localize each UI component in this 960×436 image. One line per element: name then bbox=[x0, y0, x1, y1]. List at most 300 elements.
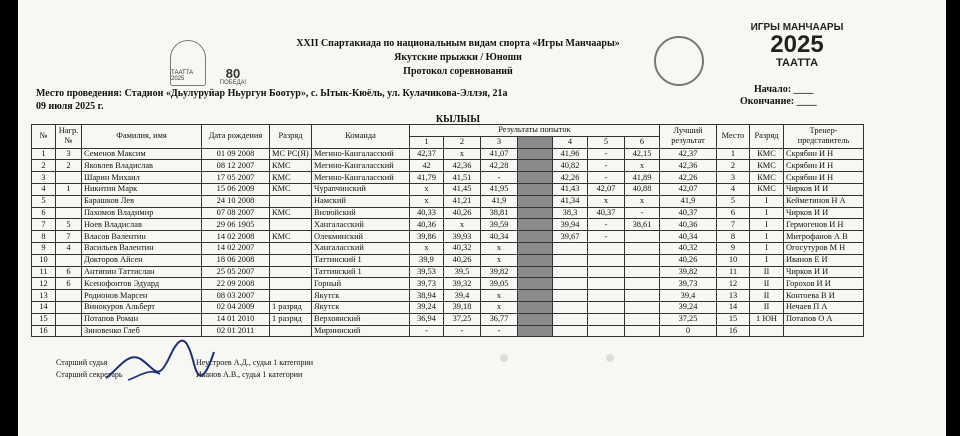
row-team: Намский bbox=[312, 195, 410, 207]
row-separator bbox=[518, 172, 553, 184]
row-rank: 1 разряд bbox=[270, 301, 312, 313]
row-name: Яковлев Владислав bbox=[82, 160, 202, 172]
row-place: 15 bbox=[717, 313, 750, 325]
row-no: 13 bbox=[32, 290, 56, 302]
row-attempt-3: 40,34 bbox=[481, 231, 518, 243]
row-bib: 6 bbox=[56, 278, 82, 290]
row-best: 40,37 bbox=[660, 207, 717, 219]
row-rank bbox=[270, 325, 312, 337]
row-name: Никитин Марк bbox=[82, 183, 202, 195]
start-value: ____ bbox=[793, 84, 814, 95]
row-no: 1 bbox=[32, 148, 56, 160]
row-best: 40,34 bbox=[660, 231, 717, 243]
games-manchaary-logo bbox=[742, 20, 852, 82]
row-dob: 29 06 1905 bbox=[202, 219, 270, 231]
row-attempt-4 bbox=[553, 266, 588, 278]
row-attempt-1: x bbox=[410, 183, 444, 195]
header-name: Фамилия, имя bbox=[82, 125, 202, 149]
header-rank: Разряд bbox=[270, 125, 312, 149]
row-place: 5 bbox=[717, 195, 750, 207]
table-row bbox=[32, 219, 864, 231]
protocol-label: Протокол соревнований bbox=[403, 66, 513, 77]
row-attempt-1: 40,33 bbox=[410, 207, 444, 219]
row-bib bbox=[56, 290, 82, 302]
row-name: Докторов Айсен bbox=[82, 254, 202, 266]
attempt-separator bbox=[518, 136, 553, 148]
row-dob: 18 06 2008 bbox=[202, 254, 270, 266]
row-rank bbox=[270, 219, 312, 231]
row-name: Васильев Валентин bbox=[82, 242, 202, 254]
row-team: Мегино-Кангаласский bbox=[312, 148, 410, 160]
row-best: 42,07 bbox=[660, 183, 717, 195]
row-attempt-6 bbox=[625, 290, 660, 302]
row-rank2: КМС bbox=[750, 172, 784, 184]
row-dob: 14 02 2008 bbox=[202, 231, 270, 243]
header-attempts: Результаты попыток bbox=[410, 125, 660, 137]
row-attempt-5 bbox=[588, 242, 625, 254]
row-no: 4 bbox=[32, 183, 56, 195]
row-attempt-3: 42,28 bbox=[481, 160, 518, 172]
row-name: Барашков Лев bbox=[82, 195, 202, 207]
row-rank bbox=[270, 290, 312, 302]
row-dob: 14 02 2007 bbox=[202, 242, 270, 254]
row-attempt-5: - bbox=[588, 148, 625, 160]
table-row bbox=[32, 242, 864, 254]
row-coach: Потапов О А bbox=[784, 313, 864, 325]
table-row bbox=[32, 183, 864, 195]
row-attempt-2: 37,25 bbox=[444, 313, 481, 325]
row-bib: 2 bbox=[56, 160, 82, 172]
table-row bbox=[32, 172, 864, 184]
row-attempt-6: x bbox=[625, 160, 660, 172]
row-best: 42,26 bbox=[660, 172, 717, 184]
row-dob: 02 04 2009 bbox=[202, 301, 270, 313]
row-rank bbox=[270, 254, 312, 266]
header-bib: Нагр. № bbox=[56, 125, 82, 149]
row-team: Горный bbox=[312, 278, 410, 290]
row-dob: 24 10 2008 bbox=[202, 195, 270, 207]
table-row bbox=[32, 313, 864, 325]
row-attempt-3: x bbox=[481, 242, 518, 254]
row-attempt-2: 41,45 bbox=[444, 183, 481, 195]
row-team: Таттинский 1 bbox=[312, 266, 410, 278]
row-rank2: КМС bbox=[750, 148, 784, 160]
row-coach: Митрофанов А В bbox=[784, 231, 864, 243]
row-attempt-2: 41,51 bbox=[444, 172, 481, 184]
header-coach: Тренер-представитель bbox=[784, 125, 864, 149]
end-time bbox=[740, 96, 817, 107]
row-coach: Огосутуров М Н bbox=[784, 242, 864, 254]
row-attempt-3: 41,07 bbox=[481, 148, 518, 160]
row-attempt-2: x bbox=[444, 219, 481, 231]
row-name: Родионов Марсен bbox=[82, 290, 202, 302]
row-name: Семенов Максим bbox=[82, 148, 202, 160]
row-dob: 17 05 2007 bbox=[202, 172, 270, 184]
row-attempt-1: 39,9 bbox=[410, 254, 444, 266]
chief-secretary-name: Иванов А.В., судья 1 категории bbox=[196, 370, 303, 379]
row-attempt-1: 40,36 bbox=[410, 219, 444, 231]
row-attempt-3: 41,95 bbox=[481, 183, 518, 195]
row-bib bbox=[56, 195, 82, 207]
victory-logo-number: 80 bbox=[225, 66, 241, 81]
row-attempt-2: 39,4 bbox=[444, 290, 481, 302]
table-row bbox=[32, 278, 864, 290]
row-attempt-3: 39,59 bbox=[481, 219, 518, 231]
row-rank2: II bbox=[750, 290, 784, 302]
document-title: XXII Спартакиада по национальным видам спорта «Игры Манчаары» bbox=[296, 38, 620, 49]
row-team: Чурапчинский bbox=[312, 183, 410, 195]
row-dob: 02 01 2011 bbox=[202, 325, 270, 337]
row-best: 0 bbox=[660, 325, 717, 337]
row-attempt-5: x bbox=[588, 195, 625, 207]
venue: Место проведения: Стадион «Дьулуруйар Ньургун Боотур», с. Ытык-Кюёль, ул. Кулачикова-Эллэя, 21а bbox=[36, 88, 508, 99]
row-team: Мегино-Кангаласский bbox=[312, 160, 410, 172]
row-bib bbox=[56, 325, 82, 337]
row-attempt-1: x bbox=[410, 242, 444, 254]
protocol-sheet bbox=[18, 0, 946, 436]
chief-judge-label: Старший судья bbox=[56, 358, 108, 367]
row-rank2: I bbox=[750, 219, 784, 231]
row-best: 39,24 bbox=[660, 301, 717, 313]
row-name: Власов Валентин bbox=[82, 231, 202, 243]
row-separator bbox=[518, 183, 553, 195]
row-rank: КМС bbox=[270, 183, 312, 195]
row-attempt-6 bbox=[625, 231, 660, 243]
chief-judge-name: Неустроев А.Д., судья 1 категории bbox=[196, 358, 314, 367]
event-date: 09 июля 2025 г. bbox=[36, 101, 104, 112]
row-bib: 1 bbox=[56, 183, 82, 195]
header-attempt-1: 1 bbox=[410, 136, 444, 148]
row-rank2: II bbox=[750, 301, 784, 313]
row-team: Таттинский 1 bbox=[312, 254, 410, 266]
row-attempt-2: 41,21 bbox=[444, 195, 481, 207]
row-attempt-4: 39,94 bbox=[553, 219, 588, 231]
row-bib: 3 bbox=[56, 148, 82, 160]
chief-secretary-label: Старший секретарь bbox=[56, 370, 123, 379]
row-coach: Нечаев П А bbox=[784, 301, 864, 313]
row-best: 37,25 bbox=[660, 313, 717, 325]
row-rank2: II bbox=[750, 266, 784, 278]
table-row bbox=[32, 290, 864, 302]
table-row bbox=[32, 254, 864, 266]
header-dob: Дата рождения bbox=[202, 125, 270, 149]
row-attempt-5: - bbox=[588, 231, 625, 243]
event-title: КЫЛЫЫ bbox=[435, 114, 481, 125]
row-separator bbox=[518, 325, 553, 337]
row-place: 4 bbox=[717, 183, 750, 195]
row-place: 6 bbox=[717, 207, 750, 219]
row-attempt-6 bbox=[625, 278, 660, 290]
row-attempt-6: - bbox=[625, 207, 660, 219]
table-row bbox=[32, 231, 864, 243]
row-attempt-4: 40,82 bbox=[553, 160, 588, 172]
row-attempt-2: 40,26 bbox=[444, 254, 481, 266]
row-dob: 14 01 2010 bbox=[202, 313, 270, 325]
row-bib: 5 bbox=[56, 219, 82, 231]
row-separator bbox=[518, 148, 553, 160]
row-attempt-6: x bbox=[625, 195, 660, 207]
row-dob: 08 12 2007 bbox=[202, 160, 270, 172]
row-attempt-2: 40,32 bbox=[444, 242, 481, 254]
row-place: 10 bbox=[717, 254, 750, 266]
federation-seal-logo bbox=[654, 36, 704, 86]
row-attempt-4 bbox=[553, 290, 588, 302]
row-attempt-1: 39,86 bbox=[410, 231, 444, 243]
row-coach: Чирков И И bbox=[784, 266, 864, 278]
row-no: 14 bbox=[32, 301, 56, 313]
row-attempt-3: 38,81 bbox=[481, 207, 518, 219]
row-separator bbox=[518, 242, 553, 254]
row-attempt-2: 42,36 bbox=[444, 160, 481, 172]
row-best: 39,4 bbox=[660, 290, 717, 302]
row-place: 7 bbox=[717, 219, 750, 231]
row-place: 14 bbox=[717, 301, 750, 313]
row-attempt-3: x bbox=[481, 254, 518, 266]
row-bib bbox=[56, 301, 82, 313]
row-attempt-2: 39,5 bbox=[444, 266, 481, 278]
row-no: 15 bbox=[32, 313, 56, 325]
row-place: 3 bbox=[717, 172, 750, 184]
punch-hole bbox=[500, 354, 508, 362]
row-attempt-3: 39,82 bbox=[481, 266, 518, 278]
header-attempt-5: 5 bbox=[588, 136, 625, 148]
row-separator bbox=[518, 207, 553, 219]
row-attempt-5: - bbox=[588, 219, 625, 231]
row-rank2: I bbox=[750, 207, 784, 219]
row-separator bbox=[518, 160, 553, 172]
row-rank2: I bbox=[750, 195, 784, 207]
row-rank bbox=[270, 266, 312, 278]
row-place: 8 bbox=[717, 231, 750, 243]
row-attempt-2: x bbox=[444, 148, 481, 160]
row-attempt-2: 39,32 bbox=[444, 278, 481, 290]
header-team: Команда bbox=[312, 125, 410, 149]
row-coach: Горохов И И bbox=[784, 278, 864, 290]
row-best: 40,36 bbox=[660, 219, 717, 231]
row-name: Зиновенко Глеб bbox=[82, 325, 202, 337]
row-coach: Гермогенов И Н bbox=[784, 219, 864, 231]
row-attempt-4 bbox=[553, 325, 588, 337]
row-rank: КМС bbox=[270, 172, 312, 184]
row-attempt-1: - bbox=[410, 325, 444, 337]
row-coach: Контоева В И bbox=[784, 290, 864, 302]
row-best: 42,36 bbox=[660, 160, 717, 172]
row-best: 40,32 bbox=[660, 242, 717, 254]
row-coach: Скрябин И Н bbox=[784, 148, 864, 160]
row-name: Антипин Таттислан bbox=[82, 266, 202, 278]
punch-hole bbox=[606, 354, 614, 362]
row-attempt-1: 39,53 bbox=[410, 266, 444, 278]
row-team: Олекминский bbox=[312, 231, 410, 243]
table-row bbox=[32, 148, 864, 160]
table-row bbox=[32, 301, 864, 313]
row-name: Винокуров Альберт bbox=[82, 301, 202, 313]
row-attempt-1: 36,94 bbox=[410, 313, 444, 325]
row-attempt-6: 42,15 bbox=[625, 148, 660, 160]
row-attempt-4: 41,96 bbox=[553, 148, 588, 160]
row-name: Потапов Роман bbox=[82, 313, 202, 325]
victory-80-logo bbox=[216, 42, 250, 86]
row-attempt-1: 39,24 bbox=[410, 301, 444, 313]
row-attempt-2: - bbox=[444, 325, 481, 337]
row-attempt-5 bbox=[588, 254, 625, 266]
row-coach bbox=[784, 325, 864, 337]
results-table bbox=[31, 124, 864, 337]
row-attempt-2: 40,26 bbox=[444, 207, 481, 219]
row-attempt-5: 40,37 bbox=[588, 207, 625, 219]
row-attempt-6 bbox=[625, 254, 660, 266]
header-attempt-3: 3 bbox=[481, 136, 518, 148]
row-rank: КМС bbox=[270, 160, 312, 172]
end-value: ____ bbox=[796, 96, 817, 107]
row-attempt-4: 38,3 bbox=[553, 207, 588, 219]
row-attempt-6 bbox=[625, 301, 660, 313]
row-team: Вилюйский bbox=[312, 207, 410, 219]
end-label: Окончание: bbox=[740, 96, 795, 107]
row-rank2: I bbox=[750, 254, 784, 266]
row-bib bbox=[56, 254, 82, 266]
row-no: 2 bbox=[32, 160, 56, 172]
row-separator bbox=[518, 231, 553, 243]
row-separator bbox=[518, 301, 553, 313]
row-attempt-5 bbox=[588, 266, 625, 278]
row-dob: 01 09 2008 bbox=[202, 148, 270, 160]
row-rank: КМС bbox=[270, 231, 312, 243]
row-bib: 7 bbox=[56, 231, 82, 243]
row-attempt-6 bbox=[625, 325, 660, 337]
row-attempt-5 bbox=[588, 325, 625, 337]
row-no: 9 bbox=[32, 242, 56, 254]
row-attempt-1: 42,37 bbox=[410, 148, 444, 160]
row-attempt-3: 41,9 bbox=[481, 195, 518, 207]
row-coach: Скрябин И Н bbox=[784, 160, 864, 172]
row-team: Мегино-Кангаласский bbox=[312, 172, 410, 184]
row-no: 7 bbox=[32, 219, 56, 231]
row-attempt-6 bbox=[625, 242, 660, 254]
games-logo-line3: ТААТТА bbox=[775, 57, 819, 69]
row-no: 16 bbox=[32, 325, 56, 337]
spartakiad-logo-text: ТААТТА 2025 bbox=[171, 70, 194, 82]
header-attempt-4: 4 bbox=[553, 136, 588, 148]
row-name: Шарин Михаил bbox=[82, 172, 202, 184]
row-attempt-5: 42,07 bbox=[588, 183, 625, 195]
row-place: 12 bbox=[717, 278, 750, 290]
row-attempt-3: 39,05 bbox=[481, 278, 518, 290]
row-rank2: 1 ЮН bbox=[750, 313, 784, 325]
row-separator bbox=[518, 254, 553, 266]
row-dob: 25 05 2007 bbox=[202, 266, 270, 278]
games-logo-line1: ИГРЫ МАНЧААРЫ bbox=[750, 22, 844, 33]
row-attempt-4 bbox=[553, 301, 588, 313]
row-dob: 08 03 2007 bbox=[202, 290, 270, 302]
row-attempt-2: 39,18 bbox=[444, 301, 481, 313]
table-row bbox=[32, 266, 864, 278]
row-place: 2 bbox=[717, 160, 750, 172]
row-team: Якутск bbox=[312, 290, 410, 302]
header-rank2: Разряд bbox=[750, 125, 784, 149]
row-bib bbox=[56, 313, 82, 325]
row-team: Якутск bbox=[312, 301, 410, 313]
row-attempt-4: 41,34 bbox=[553, 195, 588, 207]
row-separator bbox=[518, 290, 553, 302]
results-body bbox=[32, 148, 864, 337]
row-team: Мирнинский bbox=[312, 325, 410, 337]
row-place: 16 bbox=[717, 325, 750, 337]
row-rank: КМС bbox=[270, 207, 312, 219]
row-best: 42,37 bbox=[660, 148, 717, 160]
row-separator bbox=[518, 266, 553, 278]
row-rank: МС РС(Я) bbox=[270, 148, 312, 160]
row-attempt-6: 38,61 bbox=[625, 219, 660, 231]
row-rank bbox=[270, 195, 312, 207]
row-attempt-3: 36,77 bbox=[481, 313, 518, 325]
row-attempt-6: 41,89 bbox=[625, 172, 660, 184]
victory-logo-text: ПОБЕДА! bbox=[219, 80, 247, 86]
row-attempt-5 bbox=[588, 301, 625, 313]
row-name: Пахомов Владимир bbox=[82, 207, 202, 219]
handwritten-signature bbox=[98, 330, 218, 390]
row-no: 3 bbox=[32, 172, 56, 184]
row-rank2: II bbox=[750, 278, 784, 290]
row-bib bbox=[56, 207, 82, 219]
row-best: 40,26 bbox=[660, 254, 717, 266]
row-attempt-3: x bbox=[481, 290, 518, 302]
row-best: 39,82 bbox=[660, 266, 717, 278]
row-attempt-1: 41,79 bbox=[410, 172, 444, 184]
row-dob: 15 06 2009 bbox=[202, 183, 270, 195]
table-row bbox=[32, 195, 864, 207]
row-attempt-5 bbox=[588, 313, 625, 325]
header-attempt-2: 2 bbox=[444, 136, 481, 148]
start-label: Начало: bbox=[754, 84, 792, 95]
row-attempt-3: - bbox=[481, 172, 518, 184]
row-team: Верхоянский bbox=[312, 313, 410, 325]
games-logo-line2: 2025 bbox=[770, 31, 824, 58]
row-no: 11 bbox=[32, 266, 56, 278]
header-place: Место bbox=[717, 125, 750, 149]
row-attempt-2: 39,93 bbox=[444, 231, 481, 243]
row-rank2: КМС bbox=[750, 183, 784, 195]
row-attempt-4: 39,67 bbox=[553, 231, 588, 243]
row-team: Хангаласский bbox=[312, 219, 410, 231]
document-subtitle: Якутские прыжки / Юноши bbox=[394, 52, 522, 63]
row-rank2 bbox=[750, 325, 784, 337]
row-rank2: I bbox=[750, 242, 784, 254]
row-no: 5 bbox=[32, 195, 56, 207]
row-dob: 07 08 2007 bbox=[202, 207, 270, 219]
row-rank bbox=[270, 242, 312, 254]
row-coach: Чирков И И bbox=[784, 207, 864, 219]
row-team: Хангаласский bbox=[312, 242, 410, 254]
row-separator bbox=[518, 278, 553, 290]
row-name: Ноев Владислав bbox=[82, 219, 202, 231]
row-attempt-5 bbox=[588, 290, 625, 302]
row-attempt-4: 41,43 bbox=[553, 183, 588, 195]
row-separator bbox=[518, 313, 553, 325]
row-dob: 22 09 2008 bbox=[202, 278, 270, 290]
row-place: 13 bbox=[717, 290, 750, 302]
row-attempt-1: 39,73 bbox=[410, 278, 444, 290]
row-attempt-3: x bbox=[481, 301, 518, 313]
table-row bbox=[32, 160, 864, 172]
row-attempt-6 bbox=[625, 266, 660, 278]
row-rank2: КМС bbox=[750, 160, 784, 172]
row-no: 8 bbox=[32, 231, 56, 243]
row-attempt-4 bbox=[553, 254, 588, 266]
header-attempt-6: 6 bbox=[625, 136, 660, 148]
row-bib bbox=[56, 172, 82, 184]
row-attempt-4 bbox=[553, 242, 588, 254]
